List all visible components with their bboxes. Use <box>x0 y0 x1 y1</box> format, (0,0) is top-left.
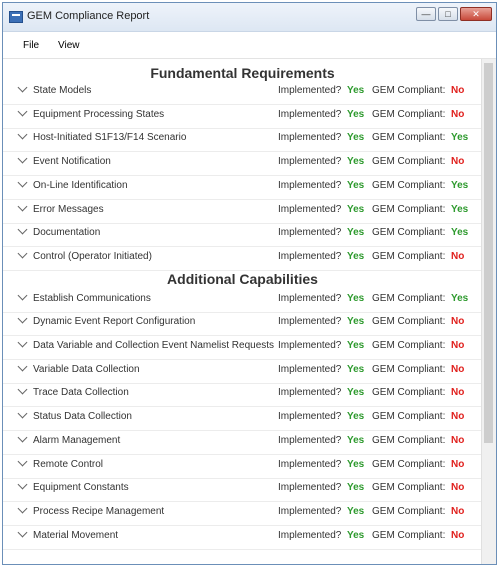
implemented-value: Yes <box>347 434 365 446</box>
compliant-label: GEM Compliant: <box>372 529 446 541</box>
chevron-down-icon[interactable] <box>18 201 28 211</box>
compliant-value: Yes <box>451 132 469 144</box>
capability-name: Event Notification <box>33 156 111 168</box>
report-row[interactable] <box>3 223 482 247</box>
report-row[interactable] <box>3 81 482 105</box>
implemented-label: Implemented? <box>278 108 342 120</box>
report-row[interactable] <box>3 247 482 271</box>
chevron-down-icon[interactable] <box>18 290 28 300</box>
implemented-label: Implemented? <box>278 132 342 144</box>
compliant-value: No <box>451 529 465 541</box>
capability-name: Status Data Collection <box>33 411 132 423</box>
report-row[interactable] <box>3 502 482 526</box>
report-row[interactable] <box>3 478 482 502</box>
compliant-value: Yes <box>451 292 469 304</box>
implemented-value: Yes <box>347 292 365 304</box>
report-row[interactable] <box>3 176 482 200</box>
menu-bar <box>3 32 496 59</box>
compliant-label: GEM Compliant: <box>372 179 446 191</box>
implemented-label: Implemented? <box>278 505 342 517</box>
scrollbar-thumb[interactable] <box>484 63 493 443</box>
implemented-label: Implemented? <box>278 387 342 399</box>
compliant-value: No <box>451 387 465 399</box>
compliant-value: No <box>451 411 465 423</box>
implemented-value: Yes <box>347 179 365 191</box>
compliant-value: No <box>451 250 465 262</box>
implemented-value: Yes <box>347 85 365 96</box>
chevron-down-icon[interactable] <box>18 480 28 490</box>
implemented-label: Implemented? <box>278 434 342 446</box>
compliant-label: GEM Compliant: <box>372 482 446 494</box>
section-heading: Additional Capabilities <box>167 270 318 287</box>
chevron-down-icon[interactable] <box>18 503 28 513</box>
report-row[interactable] <box>3 152 482 176</box>
chevron-down-icon[interactable] <box>18 385 28 395</box>
chevron-down-icon[interactable] <box>18 130 28 140</box>
implemented-value: Yes <box>347 505 365 517</box>
app-window <box>2 2 497 565</box>
capability-name: Remote Control <box>33 458 104 470</box>
implemented-value: Yes <box>347 340 365 351</box>
capability-name: On-Line Identification <box>33 179 128 191</box>
capability-name: Dynamic Event Report Configuration <box>33 316 196 328</box>
menu-view[interactable]: View <box>58 40 80 51</box>
implemented-value: Yes <box>347 387 365 399</box>
capability-name: Alarm Management <box>33 434 121 446</box>
report-row[interactable] <box>3 128 482 152</box>
compliant-label: GEM Compliant: <box>372 250 446 262</box>
capability-name: Error Messages <box>33 203 104 215</box>
report-row[interactable] <box>3 105 482 129</box>
report-row[interactable] <box>3 336 482 360</box>
menu-file[interactable]: File <box>23 40 40 51</box>
implemented-value: Yes <box>347 156 365 168</box>
chevron-down-icon[interactable] <box>18 527 28 537</box>
implemented-label: Implemented? <box>278 227 342 239</box>
close-button[interactable]: ✕ <box>460 7 492 21</box>
implemented-label: Implemented? <box>278 250 342 262</box>
report-row[interactable] <box>3 312 482 336</box>
report-row[interactable] <box>3 360 482 384</box>
implemented-value: Yes <box>347 203 365 215</box>
implemented-value: Yes <box>347 108 365 120</box>
compliant-value: No <box>451 156 465 168</box>
implemented-value: Yes <box>347 316 365 328</box>
chevron-down-icon[interactable] <box>18 432 28 442</box>
implemented-label: Implemented? <box>278 316 342 328</box>
chevron-down-icon[interactable] <box>18 106 28 116</box>
window-title: GEM Compliance Report <box>27 10 150 22</box>
compliant-label: GEM Compliant: <box>372 316 446 328</box>
compliant-label: GEM Compliant: <box>372 203 446 215</box>
implemented-label: Implemented? <box>278 458 342 470</box>
compliant-value: No <box>451 85 465 96</box>
implemented-label: Implemented? <box>278 292 342 304</box>
compliant-label: GEM Compliant: <box>372 411 446 423</box>
app-icon <box>9 11 23 23</box>
compliant-label: GEM Compliant: <box>372 363 446 375</box>
chevron-down-icon[interactable] <box>18 361 28 371</box>
capability-name: State Models <box>33 85 92 96</box>
report-row[interactable] <box>3 455 482 479</box>
capability-name: Control (Operator Initiated) <box>33 250 152 262</box>
chevron-down-icon[interactable] <box>18 225 28 235</box>
chevron-down-icon[interactable] <box>18 83 28 93</box>
chevron-down-icon[interactable] <box>18 154 28 164</box>
capability-name: Host-Initiated S1F13/F14 Scenario <box>33 132 187 144</box>
implemented-value: Yes <box>347 458 365 470</box>
report-row[interactable] <box>3 431 482 455</box>
chevron-down-icon[interactable] <box>18 177 28 187</box>
compliant-value: No <box>451 340 465 351</box>
chevron-down-icon[interactable] <box>18 338 28 348</box>
title-bar[interactable] <box>3 3 496 32</box>
implemented-label: Implemented? <box>278 529 342 541</box>
implemented-label: Implemented? <box>278 85 342 96</box>
capability-name: Establish Communications <box>33 292 151 304</box>
chevron-down-icon[interactable] <box>18 409 28 419</box>
compliant-value: No <box>451 482 465 494</box>
capability-name: Equipment Constants <box>33 482 129 494</box>
implemented-value: Yes <box>347 411 365 423</box>
compliant-value: No <box>451 505 465 517</box>
maximize-button[interactable]: □ <box>438 7 458 21</box>
capability-name: Data Variable and Collection Event Namelist Requests <box>33 340 275 351</box>
compliant-label: GEM Compliant: <box>372 108 446 120</box>
compliant-label: GEM Compliant: <box>372 292 446 304</box>
chevron-down-icon[interactable] <box>18 314 28 324</box>
compliant-value: No <box>451 434 465 446</box>
implemented-label: Implemented? <box>278 482 342 494</box>
compliant-label: GEM Compliant: <box>372 387 446 399</box>
capability-name: Variable Data Collection <box>33 363 140 375</box>
compliant-label: GEM Compliant: <box>372 156 446 168</box>
implemented-label: Implemented? <box>278 156 342 168</box>
compliant-label: GEM Compliant: <box>372 85 446 96</box>
minimize-button[interactable]: — <box>416 7 436 21</box>
section-heading: Fundamental Requirements <box>150 65 335 81</box>
implemented-label: Implemented? <box>278 363 342 375</box>
implemented-value: Yes <box>347 363 365 375</box>
compliant-value: Yes <box>451 203 469 215</box>
implemented-value: Yes <box>347 482 365 494</box>
implemented-value: Yes <box>347 132 365 144</box>
compliant-label: GEM Compliant: <box>372 340 446 351</box>
compliant-value: No <box>451 316 465 328</box>
implemented-label: Implemented? <box>278 411 342 423</box>
window-controls <box>414 7 492 21</box>
compliant-label: GEM Compliant: <box>372 505 446 517</box>
compliant-label: GEM Compliant: <box>372 434 446 446</box>
capability-name: Material Movement <box>33 529 119 541</box>
compliant-label: GEM Compliant: <box>372 227 446 239</box>
compliant-label: GEM Compliant: <box>372 132 446 144</box>
implemented-label: Implemented? <box>278 340 342 351</box>
compliant-value: No <box>451 108 465 120</box>
implemented-label: Implemented? <box>278 203 342 215</box>
implemented-value: Yes <box>347 227 365 239</box>
compliant-label: GEM Compliant: <box>372 458 446 470</box>
report-content <box>3 59 482 564</box>
vertical-scrollbar[interactable] <box>481 59 496 564</box>
capability-name: Documentation <box>33 227 101 239</box>
report-row[interactable] <box>3 526 482 550</box>
implemented-value: Yes <box>347 250 365 262</box>
capability-name: Equipment Processing States <box>33 108 165 120</box>
implemented-label: Implemented? <box>278 179 342 191</box>
compliant-value: Yes <box>451 179 469 191</box>
compliant-value: No <box>451 458 465 470</box>
report-row[interactable] <box>3 200 482 224</box>
report-row[interactable] <box>3 289 482 313</box>
chevron-down-icon[interactable] <box>18 456 28 466</box>
compliant-value: No <box>451 363 465 375</box>
compliant-value: Yes <box>451 227 469 239</box>
implemented-value: Yes <box>347 529 365 541</box>
report-row[interactable] <box>3 383 482 407</box>
capability-name: Process Recipe Management <box>33 505 165 517</box>
report-row[interactable] <box>3 407 482 431</box>
capability-name: Trace Data Collection <box>33 387 129 399</box>
chevron-down-icon[interactable] <box>18 248 28 258</box>
